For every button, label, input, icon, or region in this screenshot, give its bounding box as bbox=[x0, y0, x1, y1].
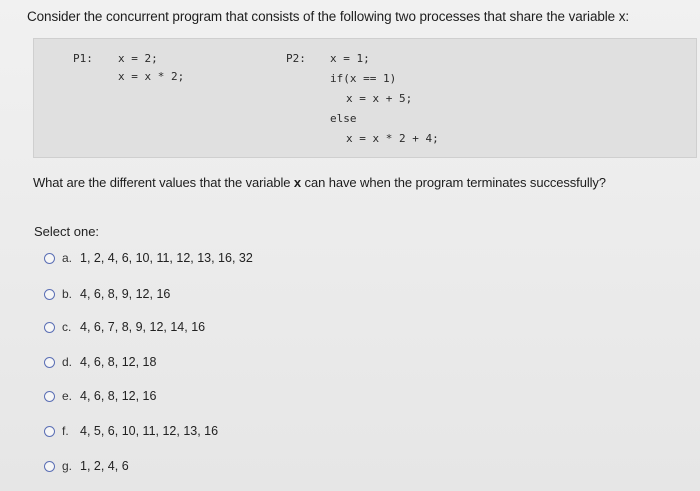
option-f-text: 4, 5, 6, 10, 11, 12, 13, 16 bbox=[80, 424, 219, 438]
p1-line-1: x = 2; bbox=[118, 52, 158, 65]
option-a-text: 1, 2, 4, 6, 10, 11, 12, 13, 16, 32 bbox=[80, 251, 253, 265]
option-f-letter: f. bbox=[62, 424, 69, 438]
p2-line-3: x = x + 5; bbox=[346, 92, 413, 105]
radio-e[interactable] bbox=[44, 391, 55, 402]
radio-f[interactable] bbox=[44, 426, 55, 437]
sub-question-prefix: What are the different values that the variable bbox=[33, 175, 294, 190]
radio-d[interactable] bbox=[44, 357, 55, 368]
p1-label: P1: bbox=[73, 52, 93, 65]
option-f[interactable] bbox=[44, 422, 218, 440]
code-panel bbox=[33, 38, 697, 158]
radio-b[interactable] bbox=[44, 289, 55, 300]
p2-line-5: x = x * 2 + 4; bbox=[346, 132, 439, 145]
radio-a[interactable] bbox=[44, 253, 55, 264]
option-c[interactable] bbox=[44, 318, 205, 336]
option-a-letter: a. bbox=[62, 251, 73, 265]
option-g-letter: g. bbox=[62, 459, 73, 473]
p2-line-2: if(x == 1) bbox=[330, 72, 397, 85]
option-c-text: 4, 6, 7, 8, 9, 12, 14, 16 bbox=[80, 320, 206, 334]
option-g[interactable] bbox=[44, 457, 129, 475]
option-d[interactable] bbox=[44, 353, 156, 371]
select-one-label: Select one: bbox=[34, 224, 100, 239]
option-b-letter: b. bbox=[62, 287, 73, 301]
sub-question bbox=[33, 175, 606, 190]
option-b-text: 4, 6, 8, 9, 12, 16 bbox=[80, 287, 171, 301]
option-c-letter: c. bbox=[62, 320, 72, 334]
option-d-letter: d. bbox=[62, 355, 73, 369]
p2-label: P2: bbox=[286, 52, 306, 65]
option-g-text: 1, 2, 4, 6 bbox=[80, 459, 129, 473]
radio-g[interactable] bbox=[44, 461, 55, 472]
p2-line-4: else bbox=[330, 112, 357, 125]
option-d-text: 4, 6, 8, 12, 18 bbox=[80, 355, 157, 369]
p2-line-1: x = 1; bbox=[330, 52, 370, 65]
question-intro: Consider the concurrent program that consists of the following two processes that share the variable x: bbox=[27, 9, 630, 24]
radio-c[interactable] bbox=[44, 322, 55, 333]
p1-line-2: x = x * 2; bbox=[118, 70, 185, 83]
option-e-text: 4, 6, 8, 12, 16 bbox=[80, 389, 157, 403]
option-e-letter: e. bbox=[62, 389, 73, 403]
option-e[interactable] bbox=[44, 387, 156, 405]
option-a[interactable] bbox=[44, 249, 253, 267]
sub-question-suffix: can have when the program terminates successfully? bbox=[301, 175, 606, 190]
option-b[interactable] bbox=[44, 285, 170, 303]
sub-question-variable: x bbox=[293, 175, 302, 190]
